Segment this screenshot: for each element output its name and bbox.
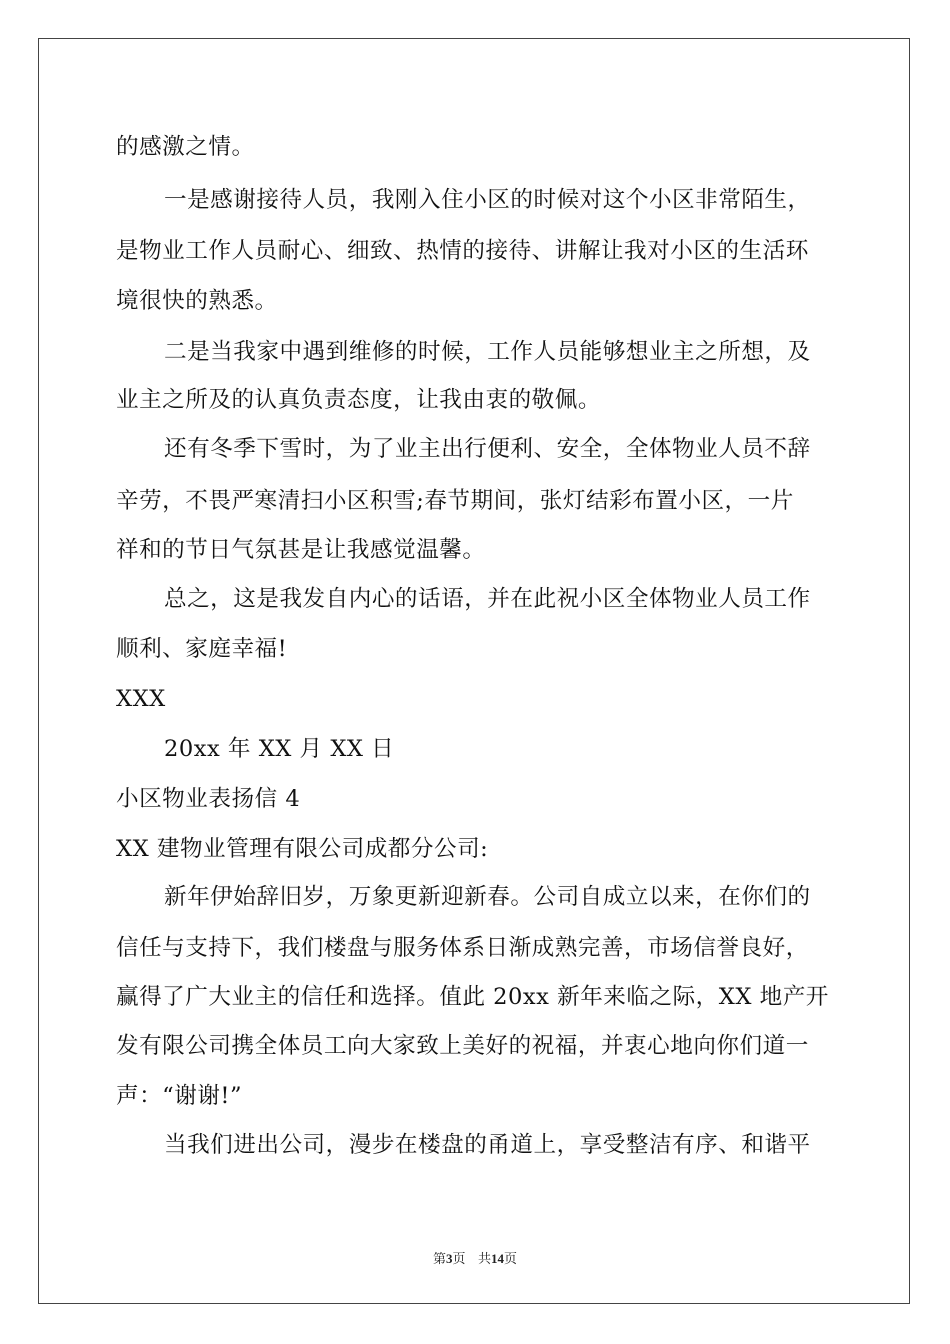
text-line: 还有冬季下雪时，为了业主出行便利、安全，全体物业人员不辞 [164, 436, 811, 462]
total-page-count: 14 [490, 1251, 504, 1266]
text-line: 信任与支持下，我们楼盘与服务体系日渐成熟完善，市场信誉良好， [116, 935, 809, 961]
text-line: 业主之所及的认真负责态度，让我由衷的敬佩。 [116, 387, 601, 413]
text-line: 的感激之情。 [116, 134, 255, 160]
text-line: 辛劳，不畏严寒清扫小区积雪;春节期间，张灯结彩布置小区，一片 [116, 488, 794, 514]
text-line: 新年伊始辞旧岁，万象更新迎新春。公司自成立以来，在你们的 [164, 884, 811, 910]
text-line: 发有限公司携全体员工向大家致上美好的祝福，并衷心地向你们道一 [116, 1033, 809, 1059]
text-line: 一是感谢接待人员，我刚入住小区的时候对这个小区非常陌生， [164, 187, 811, 213]
text-line: 赢得了广大业主的信任和选择。值此 20xx 新年来临之际，XX 地产开 [116, 984, 829, 1010]
footer-suffix: 页 [503, 1252, 517, 1267]
current-page-number: 3 [446, 1251, 453, 1266]
text-line: 是物业工作人员耐心、细致、热情的接待、讲解让我对小区的生活环 [116, 238, 809, 264]
text-line: 声：“谢谢!” [116, 1083, 243, 1109]
letter-date: 20xx 年 XX 月 XX 日 [164, 736, 395, 762]
text-line: 祥和的节日气氛甚是让我感觉温馨。 [116, 537, 486, 563]
section-title: 小区物业表扬信 4 [116, 786, 301, 812]
signature-name: XXX [116, 686, 166, 712]
text-line: 顺利、家庭幸福! [116, 636, 288, 662]
letter-salutation: XX 建物业管理有限公司成都分公司: [116, 836, 489, 862]
text-line: 当我们进出公司，漫步在楼盘的甬道上，享受整洁有序、和谐平 [164, 1132, 811, 1158]
text-line: 二是当我家中遇到维修的时候，工作人员能够想业主之所想，及 [164, 339, 811, 365]
text-line: 总之，这是我发自内心的话语，并在此祝小区全体物业人员工作 [164, 586, 811, 612]
footer-mid: 页 共 [452, 1252, 491, 1267]
footer-prefix: 第 [433, 1252, 447, 1267]
page-footer [0, 1248, 950, 1267]
text-line: 境很快的熟悉。 [116, 288, 278, 314]
page-border [38, 38, 910, 1304]
